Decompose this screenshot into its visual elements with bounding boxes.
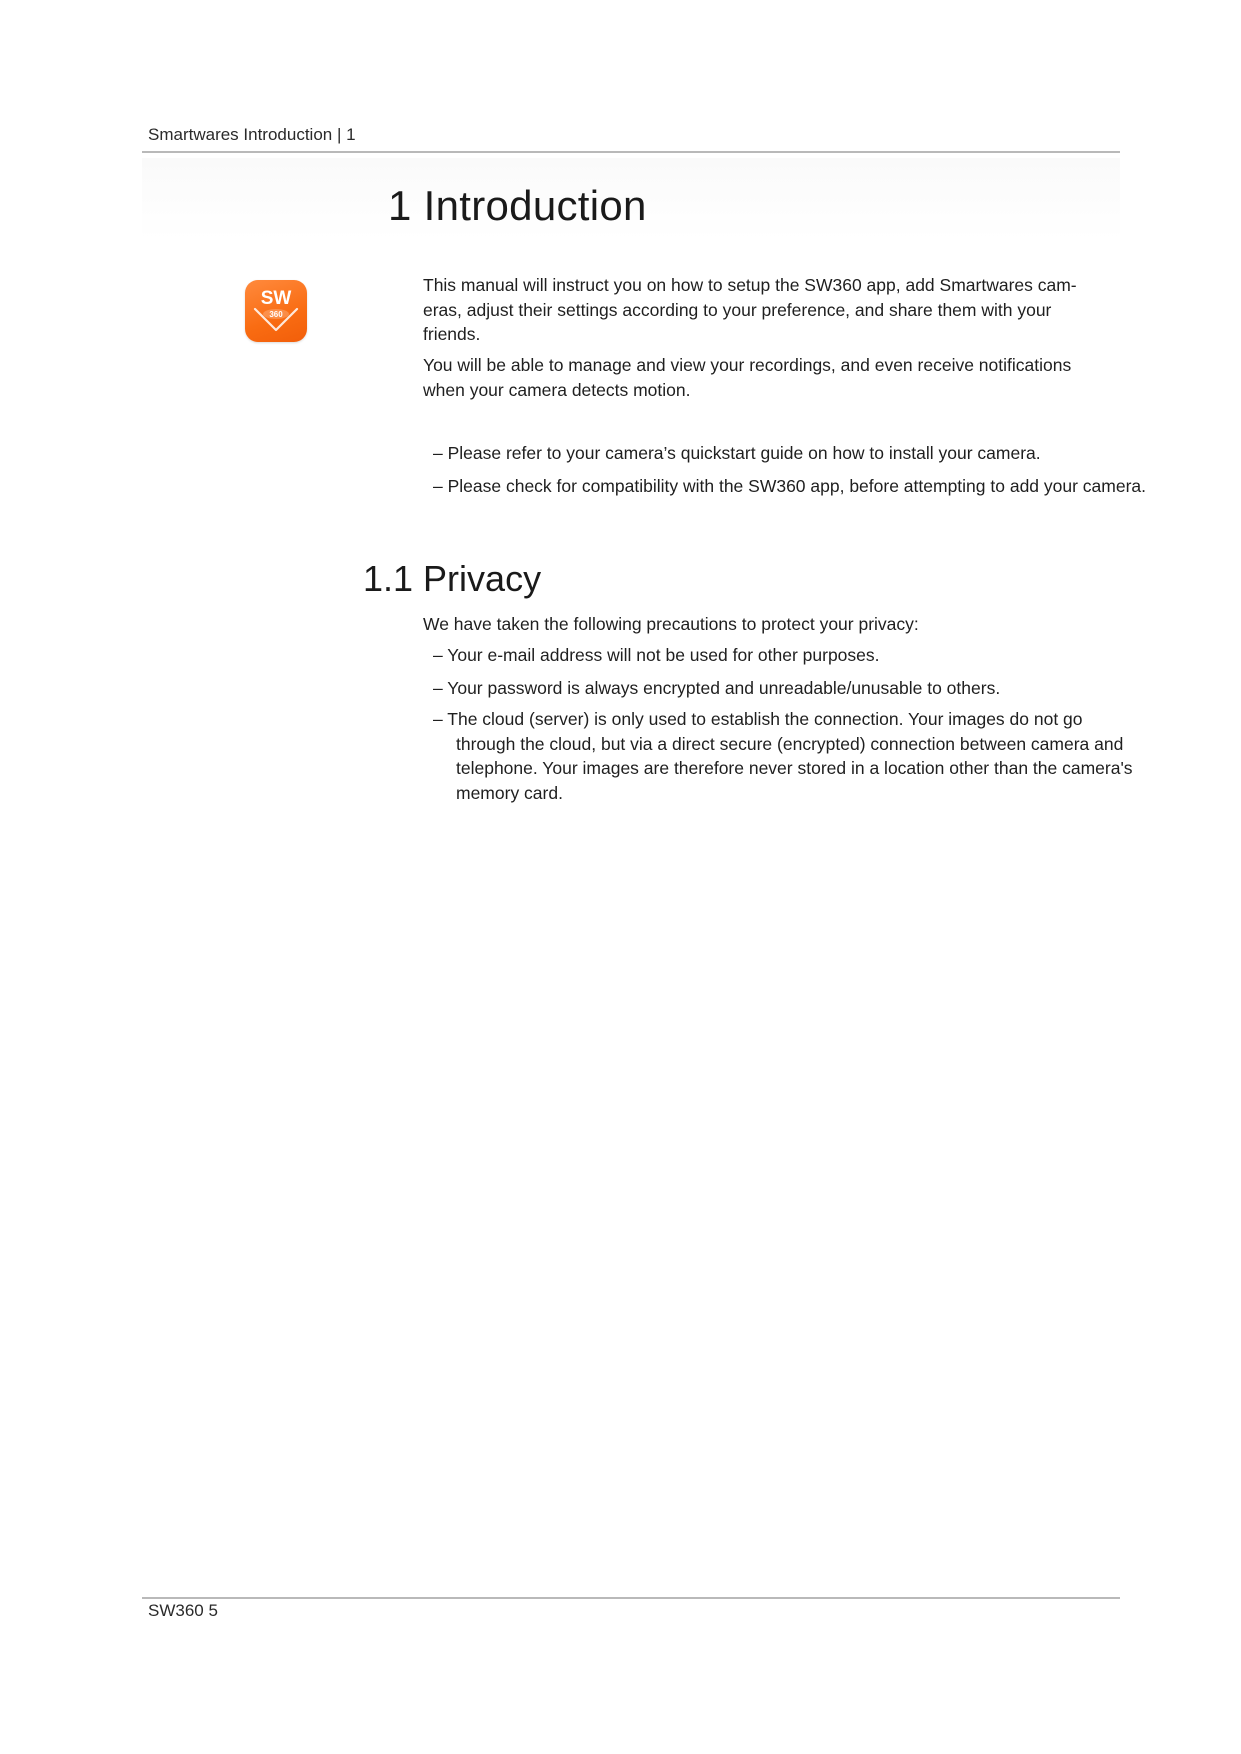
intro-note: – Please refer to your camera’s quickstart guide on how to install your camera. [433, 443, 1041, 463]
app-icon-subtext: 360 [269, 310, 283, 319]
intro-paragraph: You will be able to manage and view your recordings, and even receive notifications when your camera detects motion. [423, 355, 1072, 400]
intro-note: – Please check for compatibility with the SW360 app, before attempting to add your camera. [433, 476, 1147, 496]
privacy-item: – Your password is always encrypted and unreadable/unusable to others. [433, 678, 1001, 698]
intro-paragraph: This manual will instruct you on how to setup the SW360 app, add Smartwares cam-eras, adjust their settings according to your preference, and share them with your friends. [423, 275, 1077, 344]
page-footer: SW360 5 [148, 1601, 218, 1620]
privacy-item: – The cloud (server) is only used to establish the connection. Your images do not go through the cloud, but via a direct secure (encrypted) connection between camera and telephone. Your images are therefore never stored in a location other than the camera's memory card. [433, 709, 1133, 803]
running-header: Smartwares Introduction | 1 [148, 125, 356, 144]
sw360-app-icon [245, 280, 307, 342]
privacy-item: – Your e-mail address will not be used for other purposes. [433, 645, 880, 665]
section-title-privacy: 1.1 Privacy [363, 558, 542, 599]
app-icon-text: SW [260, 288, 292, 309]
chapter-title: 1 Introduction [388, 182, 647, 229]
footer-divider [142, 1597, 1120, 1599]
header-divider [142, 151, 1120, 153]
privacy-lead: We have taken the following precautions to protect your privacy: [423, 614, 919, 634]
